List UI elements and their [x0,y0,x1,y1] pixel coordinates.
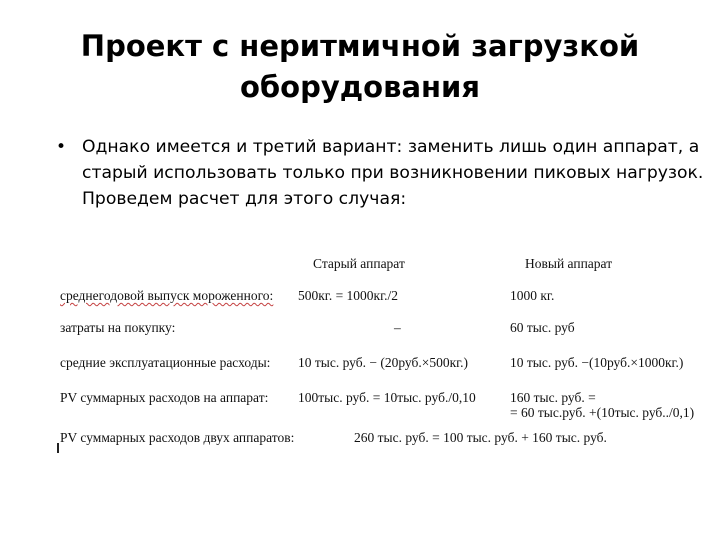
slide-title-line-1: Проект с неритмичной загрузкой [80,29,640,63]
table-row-label: PV суммарных расходов на аппарат: [60,390,269,405]
table-cell-old: – [394,320,401,335]
bullet-text: Однако имеется и третий вариант: заменить лишь один аппарат, а старый использовать только при возникновении пиковых нагрузок. Проведем расчет для этого случая: [82,137,704,209]
table-cell-new: 160 тыс. руб. = [510,390,596,405]
bullet-dot-icon: • [56,137,67,157]
table-header-old: Старый аппарат [313,256,405,271]
table-total-label: PV суммарных расходов двух аппаратов: [60,430,295,445]
table-cell-new: 10 тыс. руб. −(10руб.×1000кг.) [510,355,684,370]
table-total-value: 260 тыс. руб. = 100 тыс. руб. + 160 тыс. руб. [354,430,607,445]
table-row-label: затраты на покупку: [60,320,176,335]
table-row-label-text: среднегодовой выпуск мороженного: [60,288,274,303]
table-cell-new: 1000 кг. [510,288,555,303]
table-cell-old: 500кг. = 1000кг./2 [298,288,399,303]
table-cell-old: 10 тыс. руб. − (20руб.×500кг.) [298,355,469,370]
table-row-label [60,288,273,304]
slide-title [0,26,720,108]
table-cell-old: 100тыс. руб. = 10тыс. руб./0,10 [298,390,476,405]
slide-title-line-2: оборудования [239,70,480,104]
table-cell-new: 60 тыс. руб [510,320,575,335]
bullet-item [56,134,706,212]
table-header-new: Новый аппарат [525,256,613,271]
table-row-label: средние эксплуатационные расходы: [60,355,271,370]
cursor-mark [57,443,59,453]
table-cell-new-continued: = 60 тыс.руб. +(10тыс. руб../0,1) [510,405,695,420]
